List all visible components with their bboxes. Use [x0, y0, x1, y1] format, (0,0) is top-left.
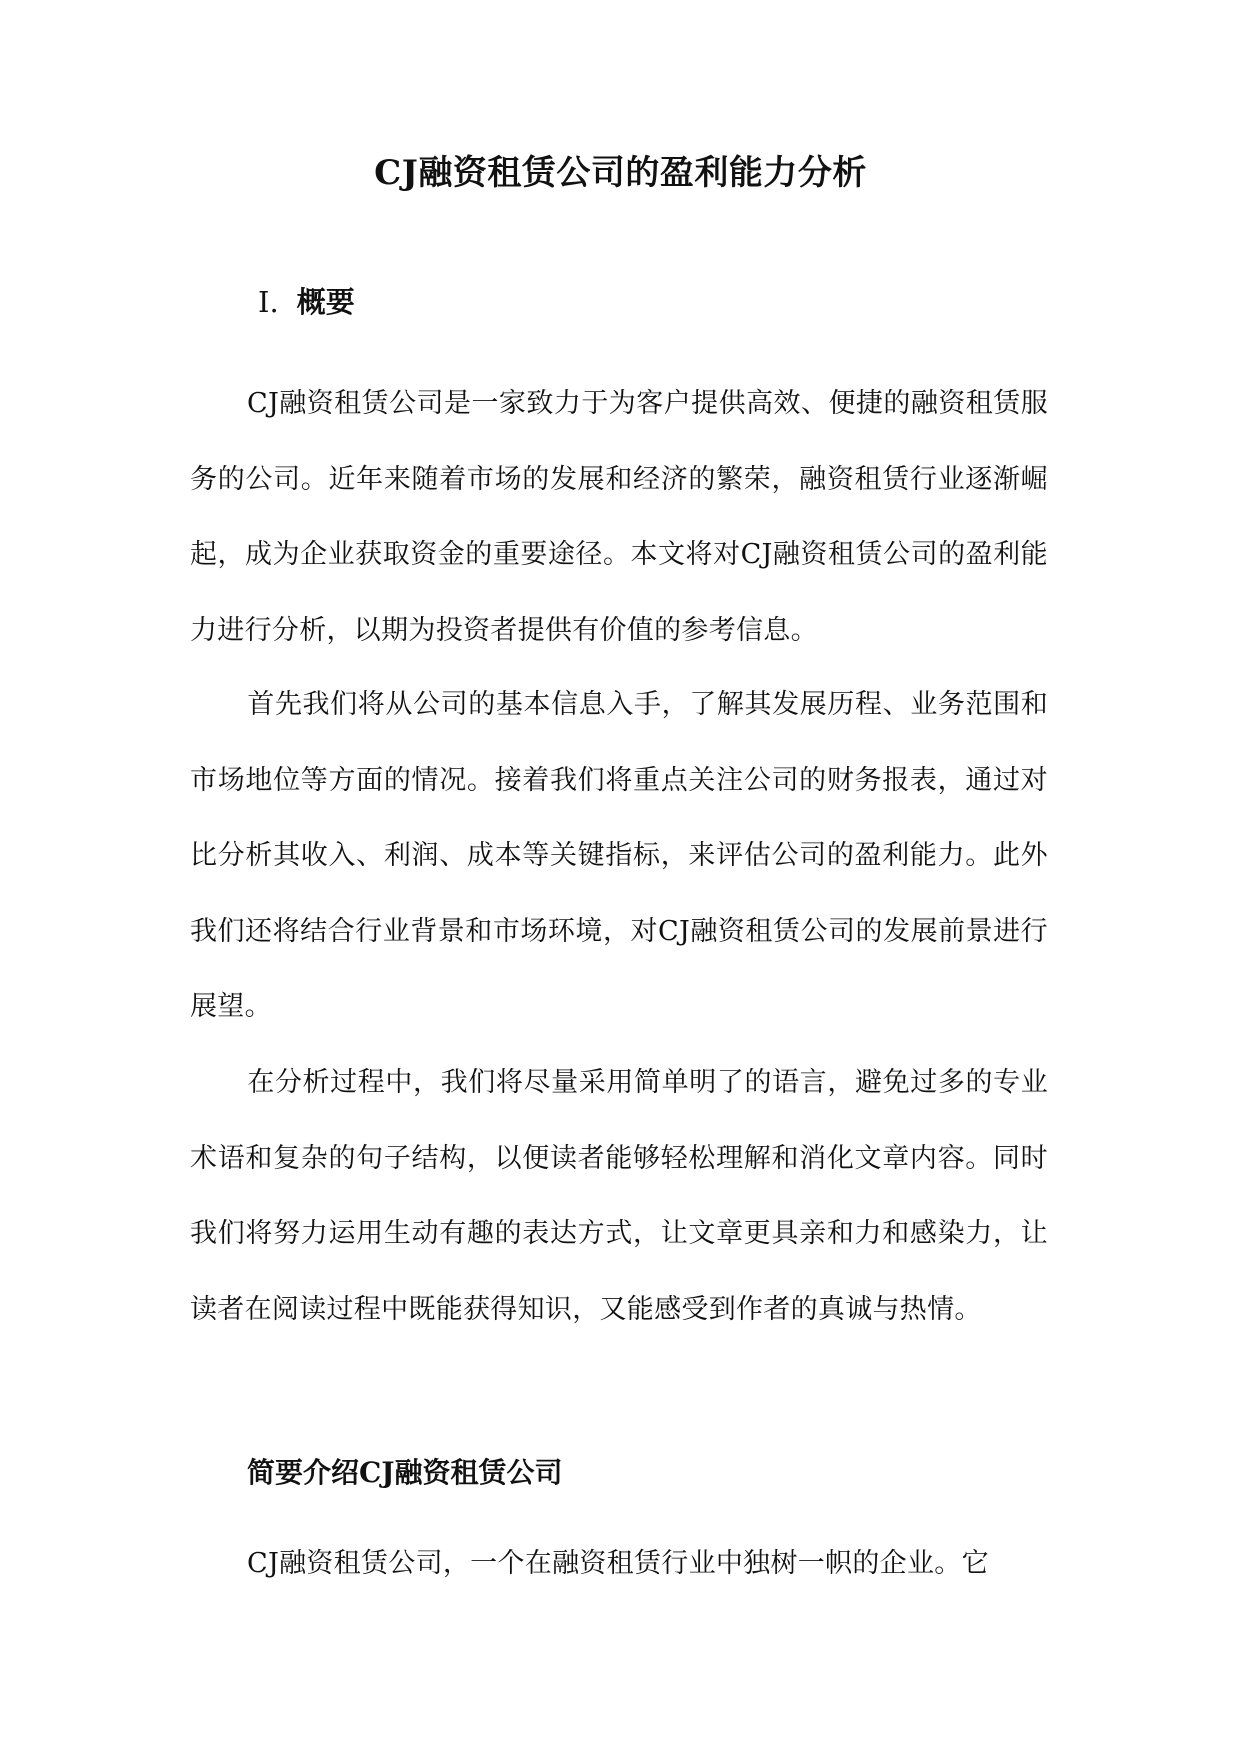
paragraph-text: 在分析过程中，我们将尽量采用简单明了的语言，避免过多的专业术语和复杂的句子结构，以便读者能够轻松理解和消化文章内容。同时我们将努力运用生动有趣的表达方式，让文章更具亲和力和感染力，让读者在阅读过程中既能获得知识，又能感受到作者的真诚与热情。	[190, 1067, 1048, 1325]
paragraph-text: CJ融资租赁公司是一家致力于为客户提供高效、便捷的融资租赁服务的公司。近年来随着市场的发展和经济的繁荣，融资租赁行业逐渐崛起，成为企业获取资金的重要途径。本文将对CJ融资租赁公司的盈利能力进行分析，以期为投资者提供有价值的参考信息。	[190, 388, 1048, 646]
paragraph-intro	[190, 366, 1048, 668]
paragraph-text: CJ融资租赁公司，一个在融资租赁行业中独树一帜的企业。它	[247, 1548, 989, 1579]
section-number: I.	[258, 285, 279, 319]
section-title: 概要	[296, 285, 355, 319]
section-heading-overview	[258, 282, 355, 322]
subheading-company-intro: 简要介绍CJ融资租赁公司	[247, 1456, 563, 1489]
paragraph-style	[190, 1045, 1048, 1347]
paragraph-company-intro	[190, 1526, 1048, 1602]
paragraph-approach	[190, 667, 1048, 1045]
paragraph-text: 首先我们将从公司的基本信息入手，了解其发展历程、业务范围和市场地位等方面的情况。接着我们将重点关注公司的财务报表，通过对比分析其收入、利润、成本等关键指标，来评估公司的盈利能力。此外我们还将结合行业背景和市场环境，对CJ融资租赁公司的发展前景进行展望。	[190, 689, 1048, 1022]
document-title: CJ融资租赁公司的盈利能力分析	[374, 153, 867, 193]
